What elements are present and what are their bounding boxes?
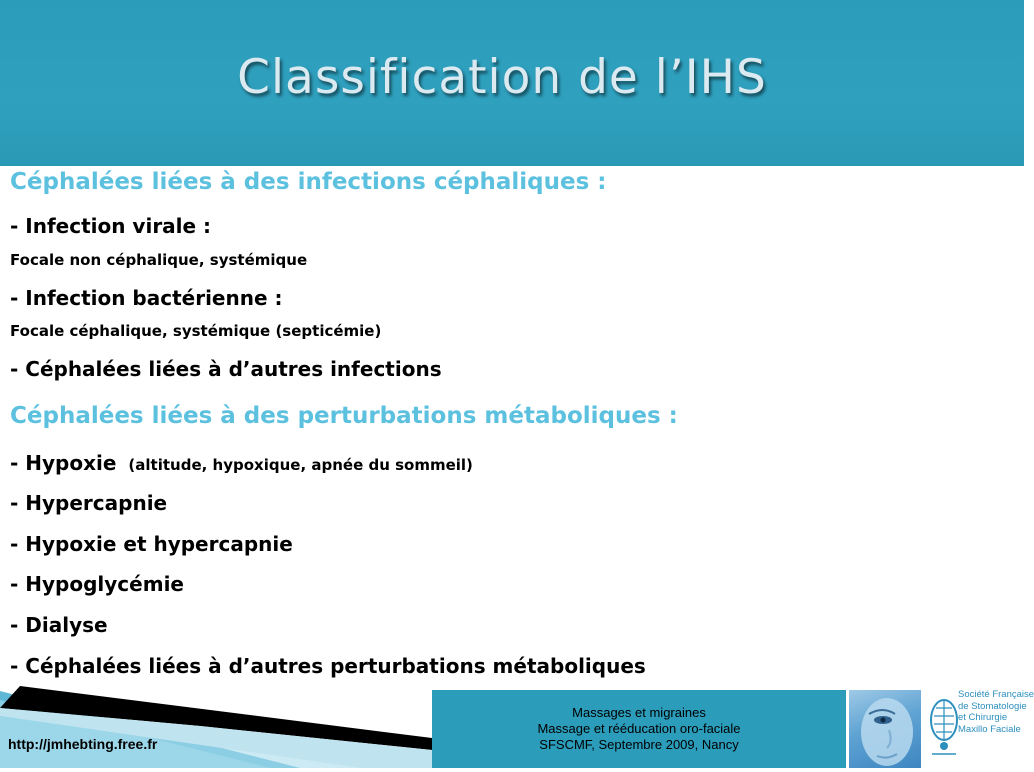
decorative-swoosh	[0, 686, 432, 768]
item-dialyse: - Dialyse	[10, 613, 108, 637]
footer-url[interactable]: http://jmhebting.free.fr	[8, 736, 158, 752]
footer-line-1: Massages et migraines	[572, 705, 706, 720]
item-hypoxie-hypercapnie: - Hypoxie et hypercapnie	[10, 532, 293, 556]
footer-box	[432, 690, 846, 768]
item-infection-bacterienne: - Infection bactérienne :	[10, 286, 283, 310]
section-heading-infections: Céphalées liées à des infections céphaliques :	[10, 169, 607, 195]
face-image	[849, 690, 921, 768]
item-hypoxie-detail: (altitude, hypoxique, apnée du sommeil)	[128, 456, 473, 474]
section-heading-metabolic: Céphalées liées à des perturbations métaboliques :	[10, 403, 678, 429]
item-hypoxie-label: - Hypoxie	[10, 451, 117, 475]
footer-line-2: Massage et rééducation oro-faciale	[537, 721, 741, 736]
detail-infection-virale: Focale non céphalique, systémique	[10, 251, 308, 269]
slide-title: Classification de l’IHS	[237, 50, 767, 105]
detail-infection-bacterienne: Focale céphalique, systémique (septicémie)	[10, 322, 382, 340]
logo-line-3: et Chirurgie	[958, 712, 1008, 723]
logo-line-1: Société Française	[958, 689, 1034, 700]
item-hypoglycemie: - Hypoglycémie	[10, 572, 184, 596]
logo-line-4: Maxillo Faciale	[958, 723, 1021, 735]
item-infection-virale: - Infection virale :	[10, 214, 212, 238]
item-autres-infections: - Céphalées liées à d’autres infections	[10, 357, 442, 381]
item-hypoxie	[10, 451, 473, 475]
item-hypercapnie: - Hypercapnie	[10, 491, 168, 515]
society-logo-text	[958, 689, 1034, 735]
item-autres-perturbations: - Céphalées liées à d’autres perturbations métaboliques	[10, 654, 646, 678]
logo-line-2: de Stomatologie	[958, 700, 1027, 712]
footer-line-3: SFSCMF, Septembre 2009, Nancy	[539, 737, 739, 752]
